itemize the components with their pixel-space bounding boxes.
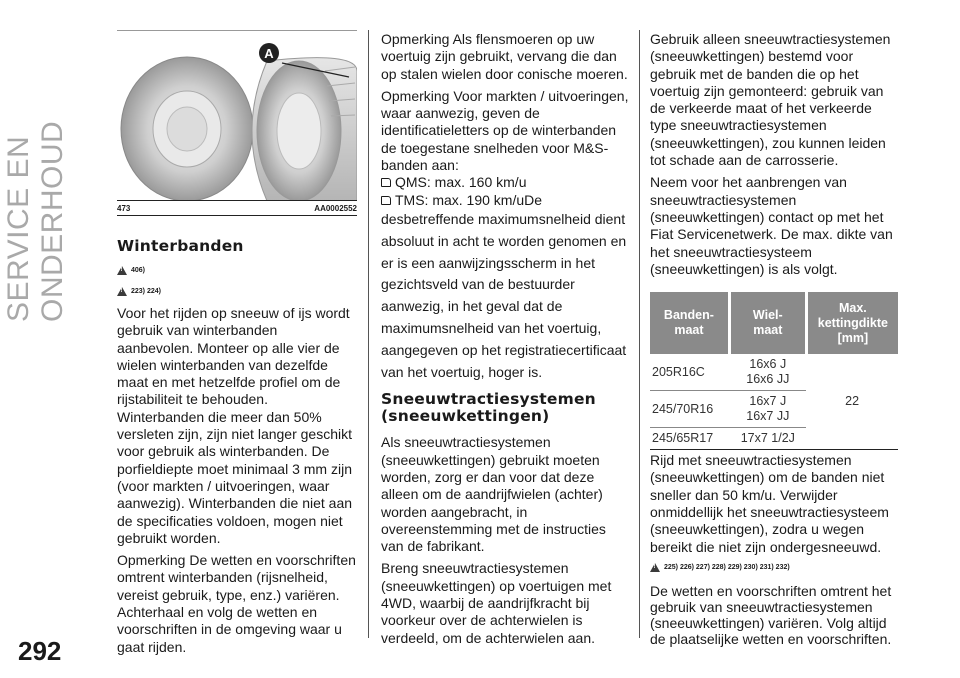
paragraph: Gebruik alleen sneeuwtractiesystemen (sneeuwkettingen) bestemd voor gebruik met de banden die op het voertuig zijn gemonteerd: gebruik van de verkeerde maat of het verkeerde type sneeuwtractiesystemen (sneeuwkettingen), zou kunnen leiden tot schade aan de carrosserie.	[650, 31, 891, 169]
cell-wheel: 16x7 J 16x7 JJ	[729, 391, 806, 428]
header-max-chain-thickness: Max. kettingdikte [mm]	[806, 292, 898, 354]
paragraph: Neem voor het aanbrengen van sneeuwtractiesystemen (sneeuwkettingen) contact op met het Fiat Servicenetwerk. De max. dikte van het sneeuwtractiesysteem (sneeuwkettingen) is als volgt.	[650, 174, 893, 277]
cell-wheel: 17x7 1/2J	[729, 428, 806, 450]
cell-wheel: 16x6 J 16x6 JJ	[729, 354, 806, 391]
paragraph-note: Opmerking Voor markten / uitvoeringen, waar aanwezig, geven de identificatieletters op de winterbanden de toegestane snelheden voor M&S-banden aan:	[381, 87, 629, 174]
table-row	[650, 354, 898, 391]
heading-winter-tires: Winterbanden	[117, 237, 244, 255]
book-icon	[381, 178, 391, 187]
warning-triangle-icon	[117, 287, 127, 296]
header-wheel-size: Wiel- maat	[729, 292, 806, 354]
warning-ref: ! 406)	[117, 263, 357, 278]
warning-ref: ! 223) 224)	[117, 284, 357, 299]
paragraph: desbetreffende maximumsnelheid dient absoluut in acht te worden genomen en er is een aanwijzingsscherm in het gezichtsveld van de bestuurder aanwezig, in het geval dat de maximumsnelheid van het voertuig, aangegeven op het registratiecertificaat van het voertuig, hoger is.	[381, 210, 627, 380]
speed-item: QMS: max. 160 km/u	[381, 174, 631, 191]
warning-ref: ! 225) 226) 227) 228) 229) 230) 231) 232)	[650, 560, 898, 575]
column-1	[117, 238, 357, 661]
header-tire-size: Banden- maat	[650, 292, 729, 354]
column-3	[650, 31, 898, 652]
column-divider	[368, 30, 369, 638]
book-icon	[381, 196, 391, 205]
page-number: 292	[18, 636, 62, 666]
tire-drawing	[117, 31, 357, 201]
paragraph: Rijd met sneeuwtractiesystemen (sneeuwkettingen) om de banden niet sneller dan 50 km/u. Verwijder onmiddellijk het sneeuwtractiesysteem (sneeuwkettingen), zodra u wegen bereikt die niet zijn ondergesneeuwd.	[650, 452, 889, 555]
cell-thickness: 22	[806, 354, 898, 450]
warning-triangle-icon	[117, 266, 127, 275]
cell-tire: 245/70R16	[650, 391, 729, 428]
figure-number: 473	[117, 203, 131, 213]
figure-caption	[117, 200, 357, 216]
paragraph-note: Opmerking Als flensmoeren op uw voertuig zijn gebruikt, vervang die dan op stalen wielen door conische moeren.	[381, 31, 628, 82]
paragraph: Breng sneeuwtractiesystemen (sneeuwkettingen) op voertuigen met 4WD, waarbij de aandrijfkracht bij voorkeur over de achterwielen is verdeeld, om de achterwielen aan.	[381, 560, 612, 646]
chain-spec-table	[650, 292, 898, 450]
paragraph: Als sneeuwtractiesystemen (sneeuwkettingen) gebruikt moeten worden, zorg er dan voor dat deze alleen om de aandrijfwielen (achter) worden aangebracht, in overeenstemming met de instructies van de fabrikant.	[381, 434, 606, 555]
column-divider	[639, 30, 640, 638]
heading-snow-chains: Sneeuwtractiesystemen (sneeuwkettingen)	[381, 390, 596, 426]
cell-tire: 245/65R17	[650, 428, 729, 450]
speed-item: TMS: max. 190 km/uDe	[381, 192, 631, 209]
paragraph: De wetten en voorschriften omtrent het gebruik van sneeuwtractiesystemen (sneeuwkettingen) variëren. Volg altijd de plaatselijke wetten en voorschriften.	[650, 582, 892, 647]
callout-a-label: A	[264, 46, 274, 61]
warning-triangle-icon	[650, 563, 660, 572]
figure-code: AA0002552	[314, 203, 357, 213]
tire-illustration	[117, 30, 357, 200]
column-2	[381, 31, 631, 652]
paragraph: Voor het rijden op sneeuw of ijs wordt gebruik van winterbanden aanbevolen. Monteer op alle vier de wielen winterbanden van dezelfde maat en met hetzelfde profiel om de rijstabiliteit te behouden. Winterbanden die meer dan 50% versleten zijn, zijn niet langer geschikt voor gebruik als winterbanden. De porfieldiepte moet minimaal 3 mm zijn (voor markten / uitvoeringen, waar aanwezig). Winterbanden die niet aan de specificaties voldoen, mogen niet gebruikt worden.	[117, 305, 353, 546]
cell-tire: 205R16C	[650, 354, 729, 391]
side-section-title: SERVICE EN ONDERHOUD	[2, 120, 69, 322]
paragraph-note: Opmerking De wetten en voorschriften omtrent winterbanden (rijsnelheid, vereist gebruik, type, enz.) variëren. Achterhaal en volg de wetten en voorschriften in de omgeving waar u gaat rijden.	[117, 552, 356, 655]
